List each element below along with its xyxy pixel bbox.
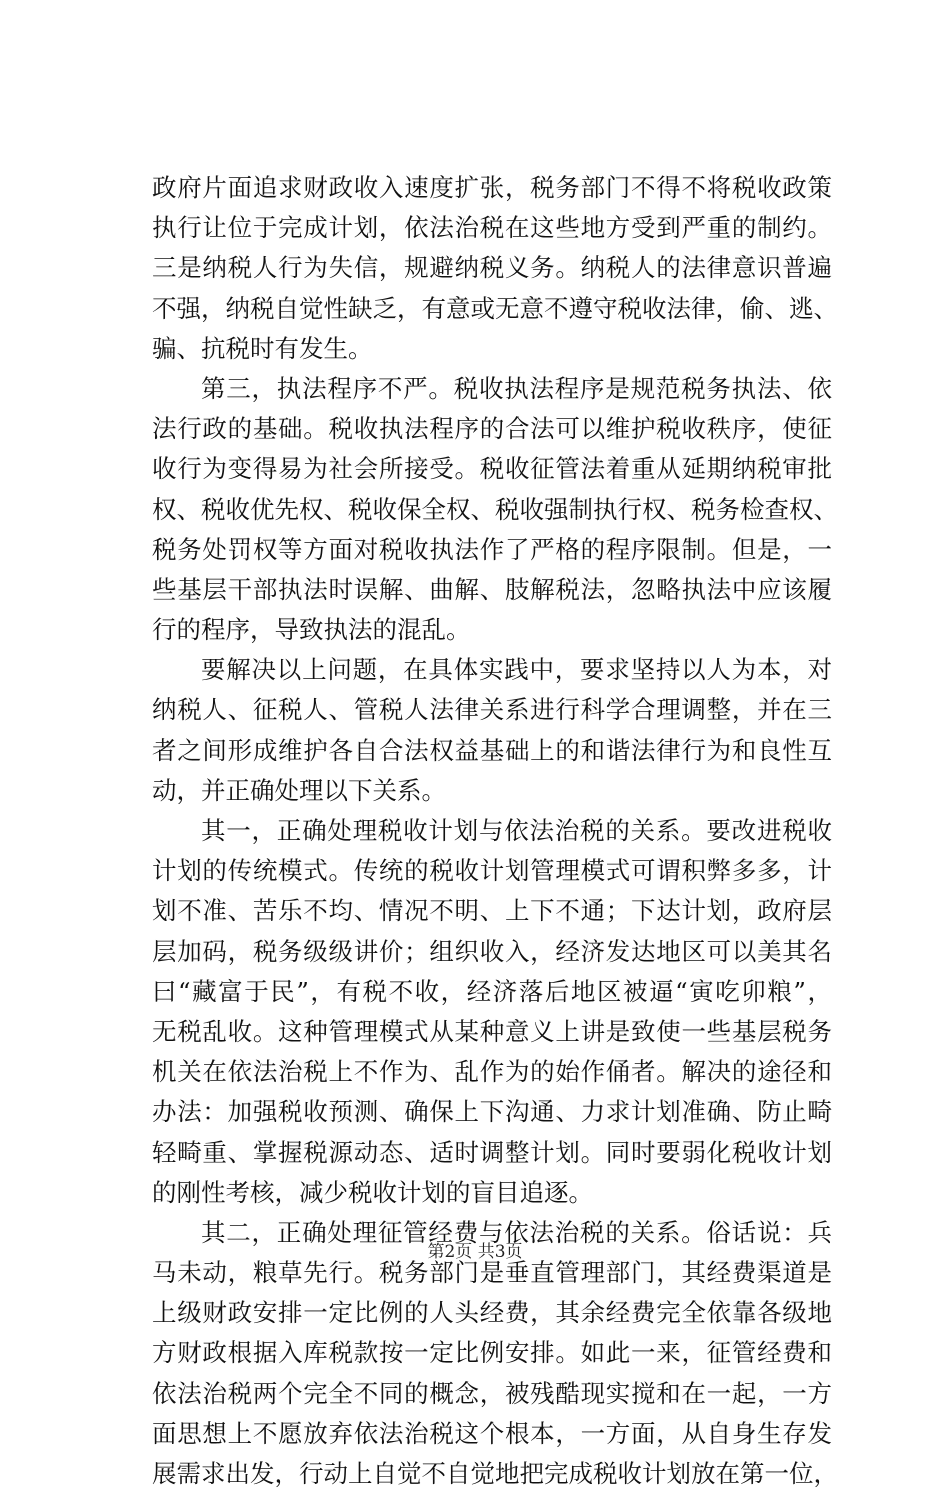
text-line: 税务处罚权等方面对税收执法作了严格的程序限制。但是，一 bbox=[152, 534, 832, 564]
text-line: 行的程序，导致执法的混乱。 bbox=[152, 615, 471, 645]
text-line: 权、税收优先权、税收保全权、税收强制执行权、税务检查权、 bbox=[152, 494, 838, 524]
text-line: 马未动，粮草先行。税务部门是垂直管理部门，其经费渠道是 bbox=[152, 1258, 832, 1288]
text-line: 执行让位于完成计划，依法治税在这些地方受到严重的制约。 bbox=[152, 213, 832, 243]
text-line: 些基层干部执法时误解、曲解、肢解税法，忽略执法中应该履 bbox=[152, 574, 832, 604]
text-line: 动，并正确处理以下关系。 bbox=[152, 775, 446, 805]
text-line: 办法：加强税收预测、确保上下沟通、力求计划准确、防止畸 bbox=[152, 1097, 832, 1127]
body-text bbox=[152, 168, 838, 1494]
text-line: 纳税人、征税人、管税人法律关系进行科学合理调整，并在三 bbox=[152, 695, 832, 725]
page-footer: 第2页 共3页 bbox=[427, 1242, 523, 1262]
text-line: 无税乱收。这种管理模式从某种意义上讲是致使一些基层税务 bbox=[152, 1016, 832, 1046]
text-line: 要解决以上问题，在具体实践中，要求坚持以人为本，对 bbox=[201, 655, 832, 685]
text-line: 的刚性考核，减少税收计划的盲目追逐。 bbox=[152, 1177, 593, 1207]
text-line: 轻畸重、掌握税源动态、适时调整计划。同时要弱化税收计划 bbox=[152, 1137, 832, 1167]
text-line: 收行为变得易为社会所接受。税收征管法着重从延期纳税审批 bbox=[152, 454, 832, 484]
text-line: 其一，正确处理税收计划与依法治税的关系。要改进税收 bbox=[201, 816, 832, 845]
text-line: 者之间形成维护各自合法权益基础上的和谐法律行为和良性互 bbox=[152, 735, 832, 765]
text-line: 划不准、苦乐不均、情况不明、上下不通；下达计划，政府层 bbox=[152, 896, 832, 926]
text-line: 方财政根据入库税款按一定比例安排。如此一来，征管经费和 bbox=[152, 1338, 832, 1368]
text-line: 面思想上不愿放弃依法治税这个根本，一方面，从自身生存发 bbox=[152, 1418, 832, 1448]
text-line: 机关在依法治税上不作为、乱作为的始作俑者。解决的途径和 bbox=[152, 1057, 832, 1087]
text-line: 骗、抗税时有发生。 bbox=[152, 333, 373, 363]
text-line: 第三，执法程序不严。税收执法程序是规范税务执法、依 bbox=[201, 373, 832, 403]
text-line: 三是纳税人行为失信，规避纳税义务。纳税人的法律意识普遍 bbox=[152, 253, 832, 283]
text-line: 其二，正确处理征管经费与依法治税的关系。俗话说：兵 bbox=[201, 1217, 832, 1247]
text-line: 计划的传统模式。传统的税收计划管理模式可谓积弊多多，计 bbox=[152, 856, 832, 886]
text-line: 层加码，税务级级讲价；组织收入，经济发达地区可以美其名 bbox=[152, 936, 832, 966]
text-line: 上级财政安排一定比例的人头经费，其余经费完全依靠各级地 bbox=[152, 1298, 832, 1328]
text-line: 不强，纳税自觉性缺乏，有意或无意不遵守税收法律，偷、逃、 bbox=[152, 293, 838, 323]
text-line: 依法治税两个完全不同的概念，被残酷现实搅和在一起，一方 bbox=[152, 1378, 832, 1408]
text-line: 政府片面追求财政收入速度扩张，税务部门不得不将税收政策 bbox=[152, 173, 832, 202]
text-line: 展需求出发，行动上自觉不自觉地把完成税收计划放在第一位， bbox=[152, 1459, 838, 1488]
text-line: 法行政的基础。税收执法程序的合法可以维护税收秩序，使征 bbox=[152, 414, 832, 444]
text-line: 曰“藏富于民”，有税不收，经济落后地区被逼“寅吃卯粮”， bbox=[152, 976, 832, 1006]
